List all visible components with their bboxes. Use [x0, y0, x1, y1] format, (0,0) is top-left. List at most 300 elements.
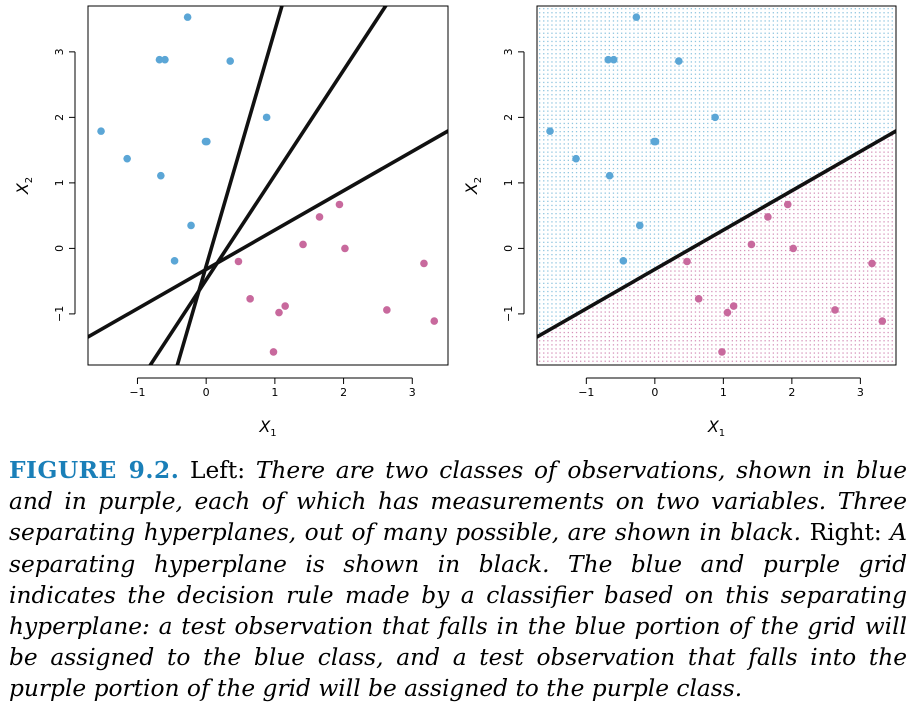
grid-dot-blue [588, 279, 589, 280]
grid-dot-blue [580, 70, 581, 71]
grid-dot-blue [711, 168, 712, 169]
grid-dot-purple [605, 324, 606, 325]
grid-dot-blue [695, 234, 696, 235]
grid-dot-purple [539, 340, 540, 341]
grid-dot-blue [551, 78, 552, 79]
grid-dot-blue [662, 221, 663, 222]
grid-dot-purple [703, 295, 704, 296]
grid-dot-blue [719, 143, 720, 144]
grid-dot-blue [646, 111, 647, 112]
grid-dot-blue [637, 266, 638, 267]
grid-dot-purple [662, 307, 663, 308]
grid-dot-blue [703, 29, 704, 30]
grid-dot-blue [654, 61, 655, 62]
grid-dot-blue [580, 242, 581, 243]
grid-dot-blue [547, 115, 548, 116]
grid-dot-purple [670, 307, 671, 308]
grid-dot-blue [605, 41, 606, 42]
grid-dot-blue [547, 29, 548, 30]
grid-dot-blue [572, 53, 573, 54]
grid-dot-blue [633, 143, 634, 144]
grid-dot-blue [637, 168, 638, 169]
grid-dot-blue [621, 180, 622, 181]
grid-dot-blue [646, 197, 647, 198]
grid-dot-purple [658, 311, 659, 312]
grid-dot-purple [719, 287, 720, 288]
grid-dot-purple [605, 344, 606, 345]
grid-dot-blue [539, 303, 540, 304]
grid-dot-blue [592, 225, 593, 226]
grid-dot-purple [760, 357, 761, 358]
grid-dot-blue [658, 172, 659, 173]
grid-dot-purple [724, 250, 725, 251]
grid-dot-blue [543, 262, 544, 263]
grid-dot-purple [605, 352, 606, 353]
grid-dot-purple [637, 287, 638, 288]
grid-dot-blue [736, 61, 737, 62]
grid-dot-blue [752, 65, 753, 66]
grid-dot-blue [646, 106, 647, 107]
grid-dot-purple [765, 270, 766, 271]
grid-dot-blue [588, 78, 589, 79]
grid-dot-blue [596, 65, 597, 66]
grid-dot-purple [695, 270, 696, 271]
grid-dot-blue [576, 246, 577, 247]
grid-dot-blue [650, 70, 651, 71]
grid-dot-purple [605, 361, 606, 362]
grid-dot-blue [724, 65, 725, 66]
grid-dot-blue [756, 193, 757, 194]
grid-dot-blue [765, 74, 766, 75]
grid-dot-blue [670, 246, 671, 247]
grid-dot-blue [547, 193, 548, 194]
grid-dot-blue [765, 86, 766, 87]
grid-dot-blue [576, 20, 577, 21]
grid-dot-purple [756, 250, 757, 251]
grid-dot-blue [740, 213, 741, 214]
grid-dot-blue [588, 221, 589, 222]
grid-dot-blue [711, 139, 712, 140]
grid-dot-purple [691, 262, 692, 263]
grid-dot-blue [592, 65, 593, 66]
grid-dot-blue [691, 127, 692, 128]
grid-dot-blue [683, 164, 684, 165]
grid-dot-purple [707, 320, 708, 321]
grid-dot-blue [625, 45, 626, 46]
grid-dot-purple [760, 340, 761, 341]
grid-dot-blue [576, 180, 577, 181]
grid-dot-blue [654, 152, 655, 153]
grid-dot-purple [646, 291, 647, 292]
grid-dot-blue [633, 53, 634, 54]
grid-dot-blue [674, 111, 675, 112]
grid-dot-blue [695, 201, 696, 202]
grid-dot-blue [732, 176, 733, 177]
grid-dot-blue [752, 106, 753, 107]
grid-dot-blue [703, 98, 704, 99]
grid-dot-blue [740, 168, 741, 169]
grid-dot-blue [564, 242, 565, 243]
grid-dot-blue [707, 41, 708, 42]
grid-dot-blue [621, 238, 622, 239]
grid-dot-purple [765, 287, 766, 288]
grid-dot-blue [580, 24, 581, 25]
grid-dot-blue [564, 115, 565, 116]
grid-dot-blue [580, 37, 581, 38]
grid-dot-blue [711, 188, 712, 189]
grid-dot-blue [592, 24, 593, 25]
grid-dot-purple [711, 352, 712, 353]
grid-dot-blue [576, 193, 577, 194]
grid-dot-blue [642, 172, 643, 173]
grid-dot-blue [683, 123, 684, 124]
grid-dot-blue [715, 65, 716, 66]
grid-dot-purple [646, 279, 647, 280]
grid-dot-blue [609, 283, 610, 284]
grid-dot-blue [654, 135, 655, 136]
grid-dot-purple [724, 295, 725, 296]
grid-dot-blue [691, 41, 692, 42]
grid-dot-blue [765, 24, 766, 25]
grid-dot-purple [740, 328, 741, 329]
grid-dot-blue [728, 172, 729, 173]
grid-dot-blue [539, 193, 540, 194]
grid-dot-purple [674, 287, 675, 288]
grid-dot-blue [613, 270, 614, 271]
grid-dot-blue [601, 172, 602, 173]
grid-dot-blue [568, 307, 569, 308]
grid-dot-blue [646, 90, 647, 91]
grid-dot-blue [699, 41, 700, 42]
grid-dot-purple [617, 336, 618, 337]
grid-dot-purple [760, 225, 761, 226]
grid-dot-blue [703, 74, 704, 75]
grid-dot-blue [551, 221, 552, 222]
grid-dot-purple [674, 324, 675, 325]
grid-dot-purple [719, 242, 720, 243]
grid-dot-purple [756, 238, 757, 239]
grid-dot-blue [662, 45, 663, 46]
grid-dot-purple [629, 336, 630, 337]
grid-dot-blue [625, 78, 626, 79]
grid-dot-blue [707, 24, 708, 25]
grid-dot-blue [539, 86, 540, 87]
grid-dot-purple [650, 295, 651, 296]
grid-dot-blue [601, 279, 602, 280]
grid-dot-blue [691, 209, 692, 210]
grid-dot-blue [740, 57, 741, 58]
grid-dot-blue [719, 184, 720, 185]
grid-dot-blue [564, 287, 565, 288]
grid-dot-blue [654, 246, 655, 247]
grid-dot-blue [555, 131, 556, 132]
grid-dot-purple [642, 320, 643, 321]
grid-dot-blue [699, 49, 700, 50]
grid-dot-blue [601, 70, 602, 71]
grid-dot-purple [736, 311, 737, 312]
grid-dot-blue [568, 111, 569, 112]
grid-dot-blue [564, 147, 565, 148]
grid-dot-blue [642, 143, 643, 144]
grid-dot-blue [551, 168, 552, 169]
grid-dot-blue [744, 197, 745, 198]
grid-dot-blue [678, 156, 679, 157]
grid-dot-blue [547, 201, 548, 202]
grid-dot-blue [699, 37, 700, 38]
grid-dot-blue [588, 147, 589, 148]
grid-dot-blue [650, 205, 651, 206]
grid-dot-blue [711, 221, 712, 222]
grid-dot-purple [699, 270, 700, 271]
grid-dot-purple [629, 340, 630, 341]
grid-dot-blue [576, 24, 577, 25]
grid-dot-blue [703, 102, 704, 103]
grid-dot-blue [621, 115, 622, 116]
grid-dot-purple [687, 316, 688, 317]
grid-dot-purple [662, 320, 663, 321]
grid-dot-blue [728, 102, 729, 103]
grid-dot-blue [576, 94, 577, 95]
grid-dot-purple [703, 275, 704, 276]
grid-dot-blue [560, 135, 561, 136]
grid-dot-blue [580, 131, 581, 132]
grid-dot-purple [547, 357, 548, 358]
grid-dot-blue [596, 225, 597, 226]
grid-dot-blue [551, 143, 552, 144]
grid-dot-blue [560, 270, 561, 271]
grid-dot-purple [678, 303, 679, 304]
grid-dot-blue [609, 213, 610, 214]
grid-dot-blue [756, 78, 757, 79]
grid-dot-blue [744, 160, 745, 161]
grid-dot-blue [658, 221, 659, 222]
grid-dot-purple [736, 357, 737, 358]
grid-dot-blue [699, 16, 700, 17]
grid-dot-blue [646, 82, 647, 83]
grid-dot-blue [666, 86, 667, 87]
grid-dot-purple [748, 311, 749, 312]
grid-dot-blue [736, 156, 737, 157]
grid-dot-purple [605, 357, 606, 358]
grid-dot-blue [707, 98, 708, 99]
grid-dot-blue [613, 238, 614, 239]
grid-dot-blue [564, 229, 565, 230]
grid-dot-blue [670, 24, 671, 25]
grid-dot-blue [609, 221, 610, 222]
grid-dot-blue [601, 209, 602, 210]
grid-dot-blue [687, 94, 688, 95]
grid-dot-purple [584, 324, 585, 325]
grid-dot-blue [592, 221, 593, 222]
grid-dot-blue [765, 160, 766, 161]
grid-dot-blue [551, 135, 552, 136]
grid-dot-blue [592, 197, 593, 198]
data-point-purple [246, 295, 254, 303]
grid-dot-blue [678, 135, 679, 136]
grid-dot-blue [699, 209, 700, 210]
grid-dot-blue [560, 8, 561, 9]
grid-dot-purple [633, 348, 634, 349]
grid-dot-blue [642, 152, 643, 153]
grid-dot-blue [605, 20, 606, 21]
grid-dot-blue [715, 193, 716, 194]
grid-dot-purple [748, 352, 749, 353]
grid-dot-blue [650, 135, 651, 136]
grid-dot-blue [617, 193, 618, 194]
grid-dot-purple [748, 332, 749, 333]
grid-dot-blue [683, 53, 684, 54]
grid-dot-blue [703, 16, 704, 17]
grid-dot-blue [633, 29, 634, 30]
grid-dot-purple [596, 324, 597, 325]
grid-dot-purple [683, 279, 684, 280]
grid-dot-blue [576, 188, 577, 189]
grid-dot-blue [596, 266, 597, 267]
grid-dot-blue [580, 160, 581, 161]
grid-dot-purple [621, 340, 622, 341]
grid-dot-blue [637, 160, 638, 161]
grid-dot-blue [580, 270, 581, 271]
grid-dot-purple [752, 262, 753, 263]
grid-dot-blue [670, 123, 671, 124]
grid-dot-purple [646, 303, 647, 304]
grid-dot-purple [642, 295, 643, 296]
grid-dot-purple [592, 328, 593, 329]
grid-dot-blue [560, 41, 561, 42]
grid-dot-blue [596, 29, 597, 30]
grid-dot-purple [728, 283, 729, 284]
grid-dot-purple [617, 328, 618, 329]
grid-dot-blue [736, 135, 737, 136]
grid-dot-blue [539, 213, 540, 214]
grid-dot-blue [662, 131, 663, 132]
grid-dot-blue [756, 70, 757, 71]
grid-dot-blue [609, 8, 610, 9]
grid-dot-blue [543, 115, 544, 116]
grid-dot-blue [539, 209, 540, 210]
grid-dot-blue [687, 205, 688, 206]
grid-dot-blue [654, 209, 655, 210]
grid-dot-blue [769, 20, 770, 21]
grid-dot-purple [670, 291, 671, 292]
grid-dot-purple [678, 295, 679, 296]
grid-dot-purple [715, 352, 716, 353]
grid-dot-blue [646, 172, 647, 173]
grid-dot-blue [625, 82, 626, 83]
grid-dot-blue [613, 275, 614, 276]
grid-dot-blue [637, 82, 638, 83]
grid-dot-blue [613, 242, 614, 243]
grid-dot-purple [719, 344, 720, 345]
grid-dot-blue [601, 78, 602, 79]
grid-dot-blue [765, 82, 766, 83]
grid-dot-blue [564, 225, 565, 226]
grid-dot-blue [748, 156, 749, 157]
grid-dot-blue [678, 12, 679, 13]
grid-dot-blue [584, 41, 585, 42]
grid-dot-blue [642, 53, 643, 54]
grid-dot-blue [736, 86, 737, 87]
grid-dot-purple [719, 275, 720, 276]
grid-dot-blue [662, 229, 663, 230]
grid-dot-blue [609, 234, 610, 235]
grid-dot-blue [596, 180, 597, 181]
grid-dot-purple [662, 275, 663, 276]
grid-dot-blue [637, 213, 638, 214]
grid-dot-blue [592, 16, 593, 17]
grid-dot-blue [683, 180, 684, 181]
grid-dot-purple [670, 320, 671, 321]
grid-dot-purple [691, 295, 692, 296]
grid-dot-blue [617, 262, 618, 263]
grid-dot-blue [674, 49, 675, 50]
grid-dot-purple [756, 328, 757, 329]
grid-dot-blue [687, 238, 688, 239]
grid-dot-blue [662, 250, 663, 251]
grid-dot-purple [699, 258, 700, 259]
grid-dot-blue [724, 180, 725, 181]
grid-dot-blue [629, 250, 630, 251]
grid-dot-purple [670, 344, 671, 345]
grid-dot-purple [703, 324, 704, 325]
grid-dot-purple [736, 316, 737, 317]
grid-dot-purple [683, 295, 684, 296]
grid-dot-blue [654, 234, 655, 235]
grid-dot-purple [691, 307, 692, 308]
grid-dot-blue [674, 37, 675, 38]
grid-dot-blue [539, 45, 540, 46]
grid-dot-blue [625, 201, 626, 202]
grid-dot-blue [650, 24, 651, 25]
grid-dot-blue [683, 98, 684, 99]
grid-dot-blue [564, 184, 565, 185]
grid-dot-blue [674, 172, 675, 173]
grid-dot-purple [596, 361, 597, 362]
grid-dot-blue [699, 98, 700, 99]
grid-dot-purple [654, 307, 655, 308]
grid-dot-blue [580, 123, 581, 124]
grid-dot-blue [646, 94, 647, 95]
grid-dot-blue [580, 94, 581, 95]
grid-dot-blue [650, 53, 651, 54]
grid-dot-blue [539, 275, 540, 276]
grid-dot-blue [555, 16, 556, 17]
grid-dot-purple [744, 242, 745, 243]
grid-dot-blue [564, 291, 565, 292]
grid-dot-blue [732, 197, 733, 198]
grid-dot-purple [650, 340, 651, 341]
grid-dot-blue [769, 8, 770, 9]
grid-dot-blue [637, 94, 638, 95]
grid-dot-blue [670, 176, 671, 177]
grid-dot-blue [658, 45, 659, 46]
grid-dot-blue [736, 152, 737, 153]
grid-dot-blue [572, 8, 573, 9]
grid-dot-purple [707, 332, 708, 333]
grid-dot-blue [699, 111, 700, 112]
grid-dot-blue [769, 61, 770, 62]
grid-dot-purple [760, 307, 761, 308]
grid-dot-blue [551, 250, 552, 251]
grid-dot-purple [580, 336, 581, 337]
grid-dot-blue [560, 16, 561, 17]
grid-dot-blue [605, 168, 606, 169]
grid-dot-blue [609, 20, 610, 21]
grid-dot-blue [621, 188, 622, 189]
grid-dot-blue [662, 246, 663, 247]
grid-dot-blue [654, 33, 655, 34]
grid-dot-blue [588, 283, 589, 284]
